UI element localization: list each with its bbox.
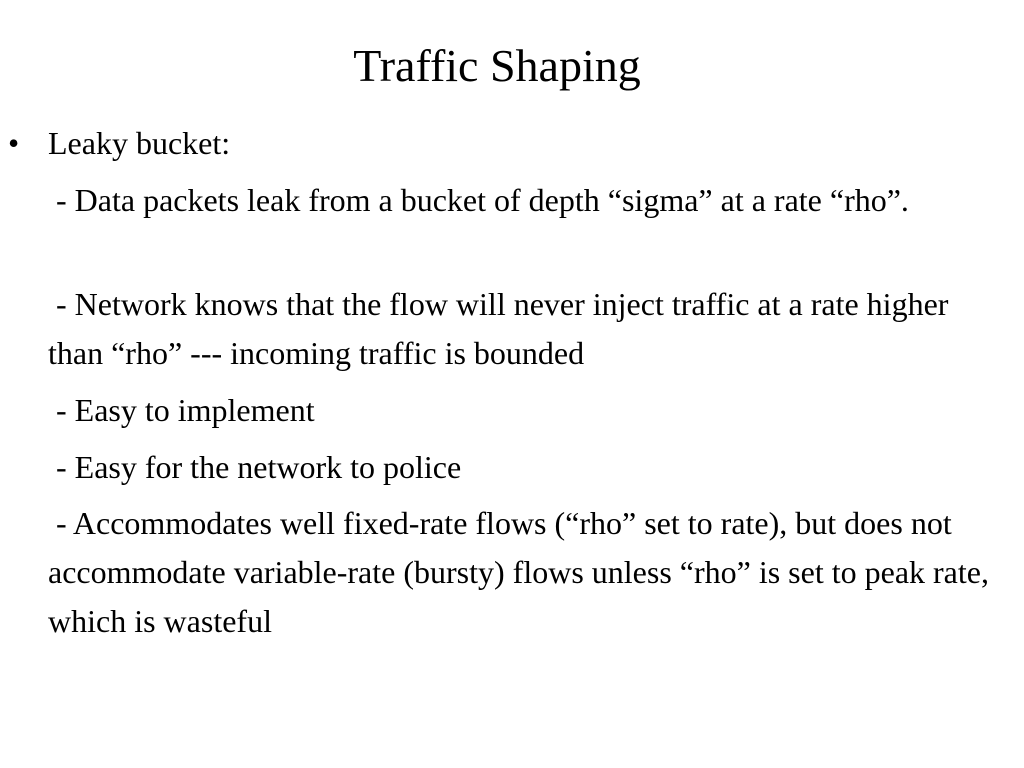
sub-item-accommodates: - Accommodates well fixed-rate flows (“rho” set to rate), but does not accommodate variable-rate (bursty) flows unless “rho” is set to peak rate, which is wasteful bbox=[48, 505, 989, 639]
sub-item-easy-to-police: - Easy for the network to police bbox=[56, 449, 462, 485]
sub-item-data-packets: - Data packets leak from a bucket of depth “sigma” at a rate “rho”. bbox=[56, 182, 909, 218]
slide-title: Traffic Shaping bbox=[353, 40, 641, 91]
sub-item-easy-to-implement: - Easy to implement bbox=[56, 392, 315, 428]
bullet-item-leaky-bucket bbox=[8, 121, 968, 165]
sub-item-network-knows: - Network knows that the flow will never inject traffic at a rate higher than “rho” --- incoming traffic is bounded bbox=[48, 286, 949, 371]
bullet-marker: • bbox=[8, 125, 20, 161]
bullet-label: Leaky bucket: bbox=[48, 125, 231, 161]
